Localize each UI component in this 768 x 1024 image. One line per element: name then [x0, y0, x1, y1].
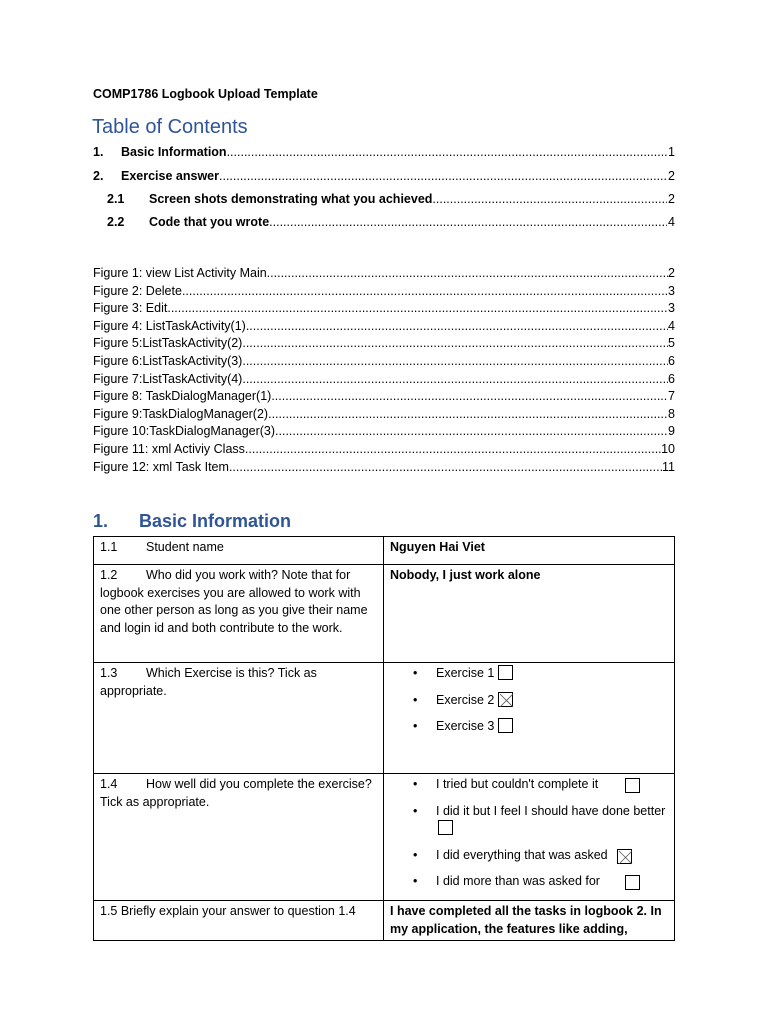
figure-label: Figure 1: view List Activity Main — [93, 266, 267, 280]
toc-entry[interactable] — [93, 145, 675, 159]
completion-option — [390, 803, 668, 838]
figure-label: Figure 11: xml Activiy Class — [93, 442, 245, 456]
table-row — [94, 663, 675, 774]
question-text: How well did you complete the exercise? Tick as appropriate. — [100, 777, 372, 809]
question-text: Who did you work with? Note that for logbook exercises you are allowed to work with one other person as long as you give their name and login id and both contribute to the work. — [100, 568, 368, 635]
figure-leader-dots — [229, 460, 662, 474]
toc-entry-label: Exercise answer — [121, 169, 219, 183]
basic-info-table — [93, 536, 675, 941]
figure-label: Figure 10:TaskDialogManager(3) — [93, 424, 276, 438]
student-name-answer: Nguyen Hai Viet — [390, 540, 485, 554]
figure-entry[interactable] — [93, 407, 675, 425]
figure-page: 5 — [668, 336, 675, 350]
figure-entry[interactable] — [93, 424, 675, 442]
toc-entry[interactable] — [93, 169, 675, 183]
check-cross-icon — [499, 693, 514, 708]
figure-page: 6 — [668, 372, 675, 386]
toc-leader-dots — [269, 215, 667, 229]
document-title: COMP1786 Logbook Upload Template — [93, 87, 318, 101]
question-cell — [94, 537, 384, 565]
figure-entry[interactable] — [93, 319, 675, 337]
question-cell — [94, 565, 384, 663]
figure-label: Figure 3: Edit — [93, 301, 168, 315]
figure-page: 2 — [668, 266, 675, 280]
toc-entry-label: Basic Information — [121, 145, 227, 159]
bullet-glyph: • — [413, 874, 418, 888]
toc-entry[interactable] — [107, 215, 675, 229]
bullet-glyph: • — [413, 803, 418, 818]
question-cell — [94, 774, 384, 901]
figure-leader-dots — [245, 442, 661, 456]
checkbox[interactable] — [498, 718, 513, 733]
toc-heading: Table of Contents — [92, 116, 248, 138]
figure-entry[interactable] — [93, 442, 675, 460]
toc-entry-page: 2 — [668, 192, 675, 206]
checkbox[interactable] — [498, 665, 513, 680]
table-row — [94, 565, 675, 663]
table-row — [94, 774, 675, 901]
toc-entry-page: 2 — [668, 169, 675, 183]
bullet-glyph: • — [413, 777, 418, 791]
checkbox[interactable] — [438, 820, 453, 835]
exercise-options — [390, 665, 668, 736]
figure-entry[interactable] — [93, 301, 675, 319]
question-number: 1.1 — [100, 540, 118, 554]
toc-leader-dots — [432, 192, 667, 206]
figure-label: Figure 9:TaskDialogManager(2) — [93, 407, 269, 421]
table-row — [94, 901, 675, 941]
toc-entry-label: Code that you wrote — [149, 215, 270, 229]
figure-page: 9 — [668, 424, 675, 438]
figure-label: Figure 12: xml Task Item — [93, 460, 229, 474]
question-number: 1.2 — [100, 568, 118, 582]
section-heading — [93, 511, 291, 532]
figure-leader-dots — [182, 284, 668, 298]
figure-leader-dots — [268, 407, 668, 421]
checkbox[interactable] — [625, 875, 640, 890]
figure-leader-dots — [167, 301, 668, 315]
checkbox[interactable] — [625, 778, 640, 793]
bullet-glyph: • — [413, 666, 418, 680]
option-label: Exercise 1 — [436, 666, 495, 680]
figure-entry[interactable] — [93, 266, 675, 284]
figure-page: 3 — [668, 284, 675, 298]
toc-entry-number: 2.1 — [107, 192, 125, 206]
answer-cell[interactable] — [384, 901, 675, 941]
figure-label: Figure 7:ListTaskActivity(4) — [93, 372, 243, 386]
figure-leader-dots — [267, 266, 668, 280]
toc-entry-page: 1 — [668, 145, 675, 159]
toc-leader-dots — [227, 145, 667, 159]
explanation-answer: I have completed all the tasks in logbook 2. In my application, the features like adding, — [390, 904, 662, 936]
option-label: I did more than was asked for — [436, 874, 600, 888]
exercise-option — [390, 718, 668, 736]
checkbox-checked[interactable] — [498, 692, 513, 707]
checkbox-checked[interactable] — [617, 849, 632, 864]
figure-entry[interactable] — [93, 354, 675, 372]
option-label: Exercise 2 — [436, 692, 495, 707]
section-number: 1. — [93, 511, 109, 531]
figure-label: Figure 4: ListTaskActivity(1) — [93, 319, 246, 333]
figure-page: 4 — [668, 319, 675, 333]
partner-answer: Nobody, I just work alone — [390, 568, 541, 582]
exercise-option — [390, 665, 668, 683]
answer-cell[interactable] — [384, 565, 675, 663]
table-row — [94, 537, 675, 565]
option-label: I did it but I feel I should have done better — [436, 803, 666, 818]
answer-cell — [384, 774, 675, 901]
figure-label: Figure 6:ListTaskActivity(3) — [93, 354, 243, 368]
option-label: I did everything that was asked — [436, 847, 608, 862]
question-cell — [94, 663, 384, 774]
completion-options — [390, 776, 668, 891]
completion-option — [390, 847, 668, 865]
figure-label: Figure 5:ListTaskActivity(2) — [93, 336, 243, 350]
figure-leader-dots — [271, 389, 668, 403]
figure-leader-dots — [275, 424, 668, 438]
question-number: 1.3 — [100, 666, 118, 680]
question-text: Student name — [146, 540, 224, 554]
figure-entry[interactable] — [93, 372, 675, 390]
question-text: 1.5 Briefly explain your answer to question 1.4 — [100, 904, 356, 918]
figure-page: 6 — [668, 354, 675, 368]
bullet-glyph: • — [413, 692, 418, 707]
figure-page: 11 — [662, 460, 675, 474]
toc-entry-page: 4 — [668, 215, 675, 229]
toc-entry-number: 2.2 — [107, 215, 125, 229]
figure-page: 3 — [668, 301, 675, 315]
toc-entry[interactable] — [107, 192, 675, 206]
figure-leader-dots — [242, 354, 668, 368]
figure-page: 7 — [668, 389, 675, 403]
figure-entry[interactable] — [93, 389, 675, 407]
toc-entry-number: 2. — [93, 169, 104, 183]
figure-entry[interactable] — [93, 284, 675, 302]
figure-entry[interactable] — [93, 460, 675, 478]
figure-leader-dots — [242, 336, 668, 350]
section-title: Basic Information — [139, 511, 292, 531]
completion-option — [390, 776, 668, 794]
figure-label: Figure 2: Delete — [93, 284, 182, 298]
toc-entry-number: 1. — [93, 145, 104, 159]
toc-leader-dots — [219, 169, 667, 183]
option-label: Exercise 3 — [436, 719, 495, 733]
figure-page: 8 — [668, 407, 675, 421]
toc-entry-label: Screen shots demonstrating what you achieved — [149, 192, 433, 206]
check-cross-icon — [618, 850, 633, 865]
figure-page: 10 — [661, 442, 675, 456]
question-text: Which Exercise is this? Tick as appropriate. — [100, 666, 317, 698]
question-number: 1.4 — [100, 777, 118, 791]
figure-label: Figure 8: TaskDialogManager(1) — [93, 389, 272, 403]
bullet-glyph: • — [413, 847, 418, 862]
completion-option — [390, 873, 668, 891]
answer-cell — [384, 663, 675, 774]
figure-leader-dots — [242, 372, 668, 386]
answer-cell[interactable] — [384, 537, 675, 565]
option-label: I tried but couldn't complete it — [436, 777, 599, 791]
bullet-glyph: • — [413, 719, 418, 733]
question-cell — [94, 901, 384, 941]
figure-entry[interactable] — [93, 336, 675, 354]
figure-leader-dots — [246, 319, 668, 333]
exercise-option — [390, 692, 668, 710]
